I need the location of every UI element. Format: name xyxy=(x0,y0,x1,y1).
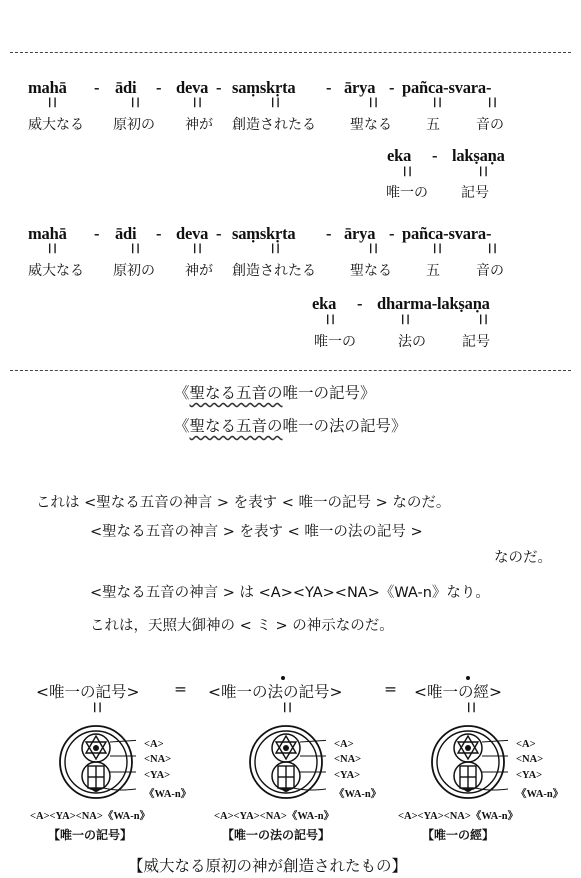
equals-mark: || xyxy=(487,243,498,254)
symbol-label: <A> xyxy=(516,739,536,750)
symbol-label: <NA> xyxy=(144,754,172,765)
jp-gloss: 音の xyxy=(476,263,504,279)
skt-hyphen: - xyxy=(156,78,162,97)
paragraph-line: <聖なる五音の神言 > は <A><YA><NA>《WA-n》なり。 xyxy=(90,585,490,601)
paragraph-line: なのだ。 xyxy=(494,550,552,566)
skt-hyphen: - xyxy=(326,78,332,97)
jp-gloss: 神が xyxy=(185,117,213,133)
symbol-caption: 【唯一の法の記号】 xyxy=(222,828,331,842)
skt-word: ārya xyxy=(344,224,376,243)
equals-mark: || xyxy=(270,97,281,108)
emphasis-dot xyxy=(281,676,285,680)
skt-hyphen: - xyxy=(94,78,100,97)
jp-gloss: 法の xyxy=(398,334,426,350)
skt-hyphen: - xyxy=(156,224,162,243)
symbol-label: <YA> xyxy=(334,770,361,781)
skt-word: saṃskṛta xyxy=(232,78,296,97)
equation-middle: <唯一の法の記号> xyxy=(208,683,343,701)
skt-word: deva xyxy=(176,224,209,243)
skt-word: ādi xyxy=(115,224,137,243)
symbol-sequence: <A><YA><NA>《WA-n》 xyxy=(398,811,519,822)
equals-mark: || xyxy=(47,97,58,108)
jp-gloss: 原初の xyxy=(113,263,155,279)
symbol-label: 《WA-n》 xyxy=(144,789,192,800)
skt-word: ādi xyxy=(115,78,137,97)
title-sacred-sign: 《聖なる五音の唯一の記号》 xyxy=(174,384,376,402)
equals-mark: || xyxy=(47,243,58,254)
skt-word: ārya xyxy=(344,78,376,97)
jp-gloss: 威大なる xyxy=(28,117,84,133)
equals-mark: || xyxy=(402,166,413,177)
skt-hyphen: - xyxy=(216,224,222,243)
jp-gloss: 聖なる xyxy=(350,117,392,133)
equation-right: <唯一の經> xyxy=(414,683,502,701)
jp-gloss: 聖なる xyxy=(350,263,392,279)
equals-mark: || xyxy=(368,243,379,254)
paragraph-line: これは，天照大御神の < ミ > の神示なのだ。 xyxy=(90,618,394,634)
jp-gloss: 音の xyxy=(476,117,504,133)
skt-word: pañca-svara- xyxy=(402,224,492,243)
symbol-caption: 【唯一の經】 xyxy=(422,828,495,842)
symbol-unique-sutra xyxy=(428,722,508,806)
title-sacred-law-sign: 《聖なる五音の唯一の法の記号》 xyxy=(174,417,407,435)
symbol-label: <YA> xyxy=(144,770,171,781)
jp-gloss: 記号 xyxy=(462,334,490,350)
equals-mark: || xyxy=(130,97,141,108)
skt-word: pañca-svara- xyxy=(402,78,492,97)
skt-word: saṃskṛta xyxy=(232,224,296,243)
unique-sutra-emblem-icon xyxy=(428,722,508,802)
skt-word: dharma-lakṣaṇa xyxy=(377,294,490,313)
jp-gloss: 神が xyxy=(185,263,213,279)
skt-word: mahā xyxy=(28,78,67,97)
jp-gloss: 唯一の xyxy=(314,334,356,350)
jp-gloss: 創造されたる xyxy=(232,263,316,279)
footer-caption: 【威大なる原初の神が創造されたもの】 xyxy=(128,857,408,875)
unique-sign-emblem-icon xyxy=(56,722,136,802)
equation-equals: = xyxy=(384,680,397,698)
equals-mark: || xyxy=(400,314,411,325)
equals-mark: || xyxy=(466,702,477,713)
equation-equals: = xyxy=(174,680,187,698)
jp-gloss: 五 xyxy=(426,263,440,279)
jp-gloss: 創造されたる xyxy=(232,117,316,133)
skt-hyphen: - xyxy=(432,146,438,165)
symbol-label: <A> xyxy=(144,739,164,750)
equals-mark: || xyxy=(432,243,443,254)
skt-hyphen: - xyxy=(389,224,395,243)
symbol-caption: 【唯一の記号】 xyxy=(48,828,133,842)
equals-mark: || xyxy=(487,97,498,108)
equals-mark: || xyxy=(192,97,203,108)
emphasis-dot xyxy=(466,676,470,680)
equals-mark: || xyxy=(432,97,443,108)
jp-gloss: 威大なる xyxy=(28,263,84,279)
symbol-unique-sign xyxy=(56,722,136,806)
equals-mark: || xyxy=(92,702,103,713)
skt-word: eka xyxy=(312,294,337,313)
equals-mark: || xyxy=(368,97,379,108)
symbol-label: <A> xyxy=(334,739,354,750)
skt-hyphen: - xyxy=(357,294,363,313)
top-divider xyxy=(10,52,571,53)
equation-left: <唯一の記号> xyxy=(36,683,140,701)
skt-word: deva xyxy=(176,78,209,97)
skt-hyphen: - xyxy=(389,78,395,97)
jp-gloss: 唯一の xyxy=(386,185,428,201)
middle-divider xyxy=(10,370,571,371)
skt-word: lakṣaṇa xyxy=(452,146,505,165)
symbol-unique-law-sign xyxy=(246,722,326,806)
jp-gloss: 記号 xyxy=(461,185,489,201)
equals-mark: || xyxy=(282,702,293,713)
paragraph-line: これは <聖なる五音の神言 > を表す < 唯一の記号 > なのだ。 xyxy=(36,495,451,511)
paragraph-line: <聖なる五音の神言 > を表す < 唯一の法の記号 > xyxy=(90,524,423,540)
symbol-sequence: <A><YA><NA>《WA-n》 xyxy=(30,811,151,822)
equals-mark: || xyxy=(130,243,141,254)
equals-mark: || xyxy=(478,166,489,177)
skt-word: eka xyxy=(387,146,412,165)
skt-word: mahā xyxy=(28,224,67,243)
equals-mark: || xyxy=(325,314,336,325)
jp-gloss: 五 xyxy=(426,117,440,133)
skt-hyphen: - xyxy=(94,224,100,243)
skt-hyphen: - xyxy=(326,224,332,243)
symbol-sequence: <A><YA><NA>《WA-n》 xyxy=(214,811,335,822)
symbol-label: 《WA-n》 xyxy=(334,789,382,800)
equals-mark: || xyxy=(192,243,203,254)
unique-law-sign-emblem-icon xyxy=(246,722,326,802)
symbol-label: <NA> xyxy=(334,754,362,765)
jp-gloss: 原初の xyxy=(113,117,155,133)
symbol-label: <NA> xyxy=(516,754,544,765)
equals-mark: || xyxy=(270,243,281,254)
symbol-label: 《WA-n》 xyxy=(516,789,564,800)
skt-hyphen: - xyxy=(216,78,222,97)
equals-mark: || xyxy=(478,314,489,325)
symbol-label: <YA> xyxy=(516,770,543,781)
